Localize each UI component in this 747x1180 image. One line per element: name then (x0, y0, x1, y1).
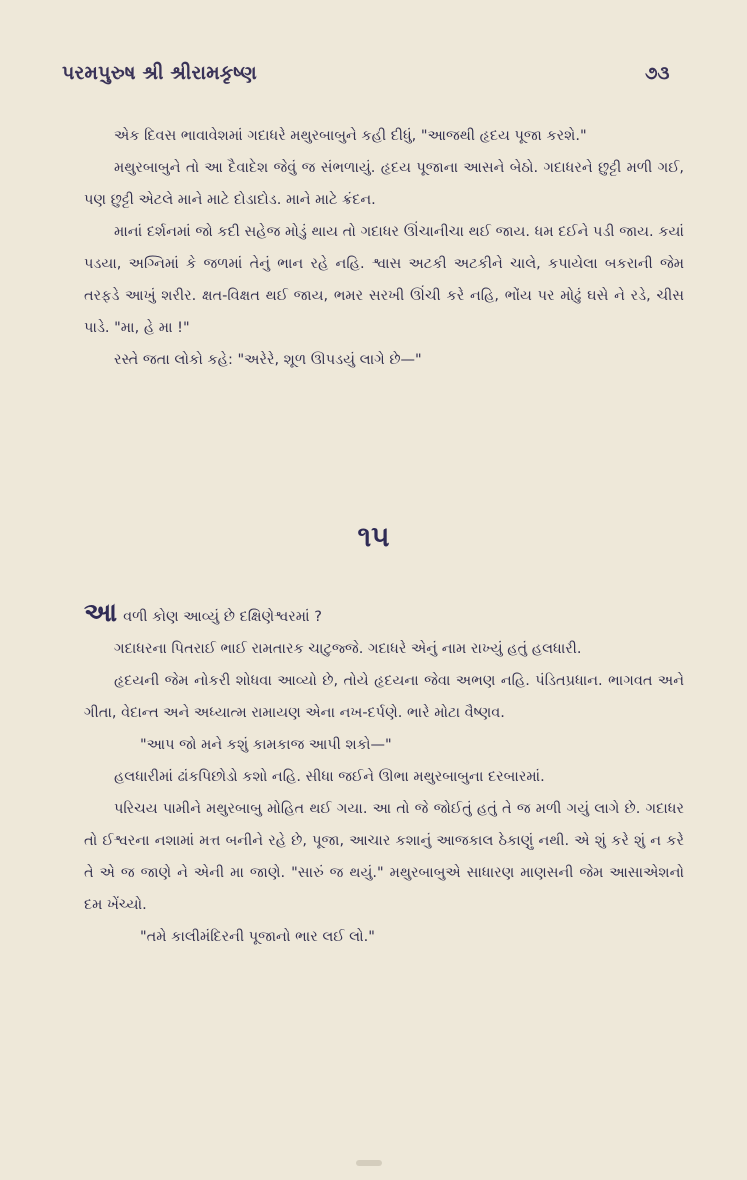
paragraph: હલધારીમાં ઢાંકપિછોડો કશો નહિ. સીધા જઈને ઊભા મથુરબાબુના દરબારમાં. (114, 769, 545, 785)
paragraph: "આપ જો મને કશું કામકાજ આપી શકો—" (140, 737, 392, 753)
section-2-body (84, 597, 684, 953)
dropcap: આ (84, 598, 118, 628)
chapter-opening-line (84, 597, 684, 633)
paragraph: રસ્તે જતા લોકો કહે: "અરેરે, શૂળ ઊપડયું લાગે છે—" (114, 352, 422, 368)
section-1-body (84, 120, 684, 376)
running-title: પરમપુરુષ શ્રી શ્રીરામકૃષ્ણ (62, 62, 257, 84)
opening-text: વળી કોણ આવ્યું છે દક્ષિણેશ્વરમાં ? (123, 609, 322, 625)
paragraph: પરિચય પામીને મથુરબાબુ મોહિત થઈ ગયા. આ તો જે જોઈતું હતું તે જ મળી ગયું લાગે છે. ગદાધર તો ઈશ્વરના નશામાં મત્ત બનીને રહે છે, પૂજા, આચાર કશાનું આજકાલ ઠેકાણું નથી. એ શું કરે શું ન કરે તે એ જ જાણે ને એની મા જાણે. "સારું જ થયું." મથુરબાબુએ સાધારણ માણસની જેમ આસાએશનો દમ ખેંચ્યો. (84, 801, 684, 913)
paragraph: માનાં દર્શનમાં જો કદી સહેજ મોડું થાય તો ગદાધર ઊંચાનીચા થઈ જાય. ધમ દઈને પડી જાય. કયાં પડયા, અગ્નિમાં કે જળમાં તેનું ભાન રહે નહિ. શ્વાસ અટકી અટકીને ચાલે, કપાયેલા બકરાની જેમ તરફડે આખું શરીર. ક્ષત-વિક્ષત થઈ જાય, ભમર સરખી ઊંચી કરે નહિ, ભોંય પર મોઢું ઘસે ને રડે, ચીસ પાડે. "મા, હે મા !" (84, 224, 684, 336)
paragraph: ગદાધરના પિતરાઈ ભાઈ રામતારક ચાટુજ્જે. ગદાધરે એનું નામ રાખ્યું હતું હલધારી. (114, 641, 582, 657)
paper-mark (356, 1160, 382, 1166)
page-number: ૭૩ (645, 63, 670, 84)
paragraph: "તમે કાલીમંદિરની પૂજાનો ભાર લઈ લો." (140, 929, 375, 945)
paragraph: એક દિવસ ભાવાવેશમાં ગદાધરે મથુરબાબુને કહી દીધું, "આજથી હૃદય પૂજા કરશે." (114, 128, 587, 144)
paragraph: મથુરબાબુને તો આ દૈવાદેશ જેવું જ સંભળાયું. હૃદય પૂજાના આસને બેઠો. ગદાધરને છુટ્ટી મળી ગઈ, પણ છુટ્ટી એટલે માને માટે દોડાદોડ. માને માટે ક્રંદન. (84, 160, 684, 208)
paragraph: હૃદયની જેમ નોકરી શોધવા આવ્યો છે, તોયે હૃદયના જેવા અભણ નહિ. પંડિતપ્રધાન. ભાગવત અને ગીતા, વેદાન્ત અને અધ્યાત્મ રામાયણ એના નખ-દર્પણે. ભારે મોટા વૈષ્ણવ. (84, 673, 684, 721)
chapter-number: ૧૫ (357, 520, 390, 553)
